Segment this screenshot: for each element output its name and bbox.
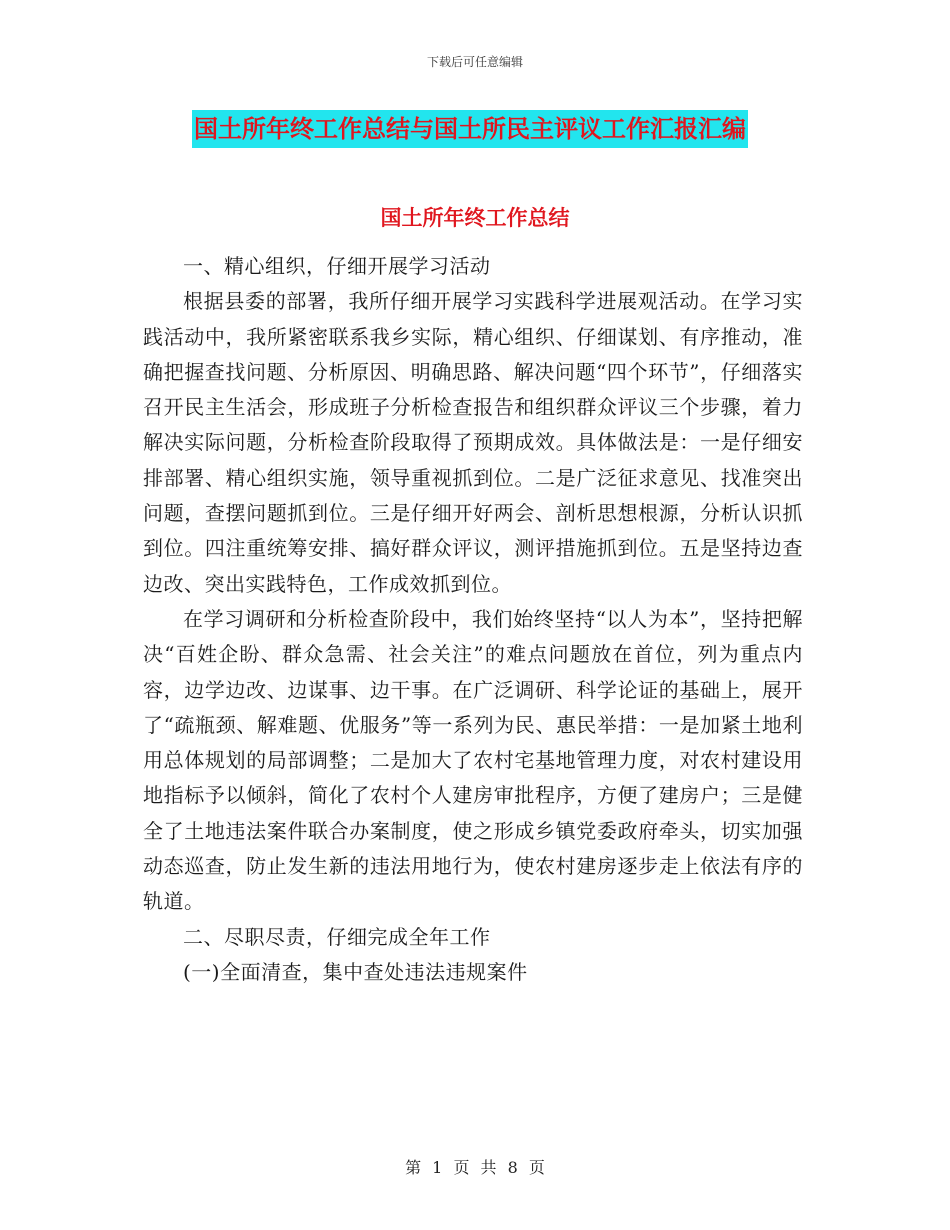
heading-one: 一、精心组织，仔细开展学习活动 [183, 254, 491, 278]
subheading: (一)全面清查，集中查处违法违规案件 [183, 959, 528, 984]
section-title: 国土所年终工作总结 [380, 206, 570, 230]
paragraph: 在学习调研和分析检查阶段中，我们始终坚持“以人为本”，坚持把解决“百姓企盼、群众急需、社会关注”的难点问题放在首位，列为重点内容，边学边改、边谋事、边干事。在广泛调研、科学论证的基础上，展开了“疏瓶颈、解难题、优服务”等一系列为民、惠民举措：一是加紧土地利用总体规划的局部调整；二是加大了农村宅基地管理力度，对农村建设用地指标予以倾斜，简化了农村个人建房审批程序，方便了建房户；三是健全了土地违法案件联合办案制度，使之形成乡镇党委政府牵头，切实加强动态巡查，防止发生新的违法用地行为，使农村建房逐步走上依法有序的轨道。 [143, 606, 803, 914]
page-footer: 第 1 页 共 8 页 [405, 1158, 545, 1177]
heading-two: 二、尽职尽责，仔细完成全年工作 [183, 924, 491, 949]
document-title: 国土所年终工作总结与国土所民主评议工作汇报汇编 [192, 110, 748, 148]
page-header-note: 下载后可任意编辑 [426, 55, 523, 69]
paragraph: 根据县委的部署，我所仔细开展学习实践科学进展观活动。在学习实践活动中，我所紧密联系我乡实际，精心组织、仔细谋划、有序推动，准确把握查找问题、分析原因、明确思路、解决问题“四个环节”，仔细落实召开民主生活会，形成班子分析检查报告和组织群众评议三个步骤，着力解决实际问题，分析检查阶段取得了预期成效。具体做法是：一是仔细安排部署、精心组织实施，领导重视抓到位。二是广泛征求意见、找准突出问题，查摆问题抓到位。三是仔细开好两会、剖析思想根源，分析认识抓到位。四注重统筹安排、搞好群众评议，测评措施抓到位。五是坚持边查边改、突出实践特色，工作成效抓到位。 [143, 289, 803, 596]
body-text [143, 249, 803, 990]
